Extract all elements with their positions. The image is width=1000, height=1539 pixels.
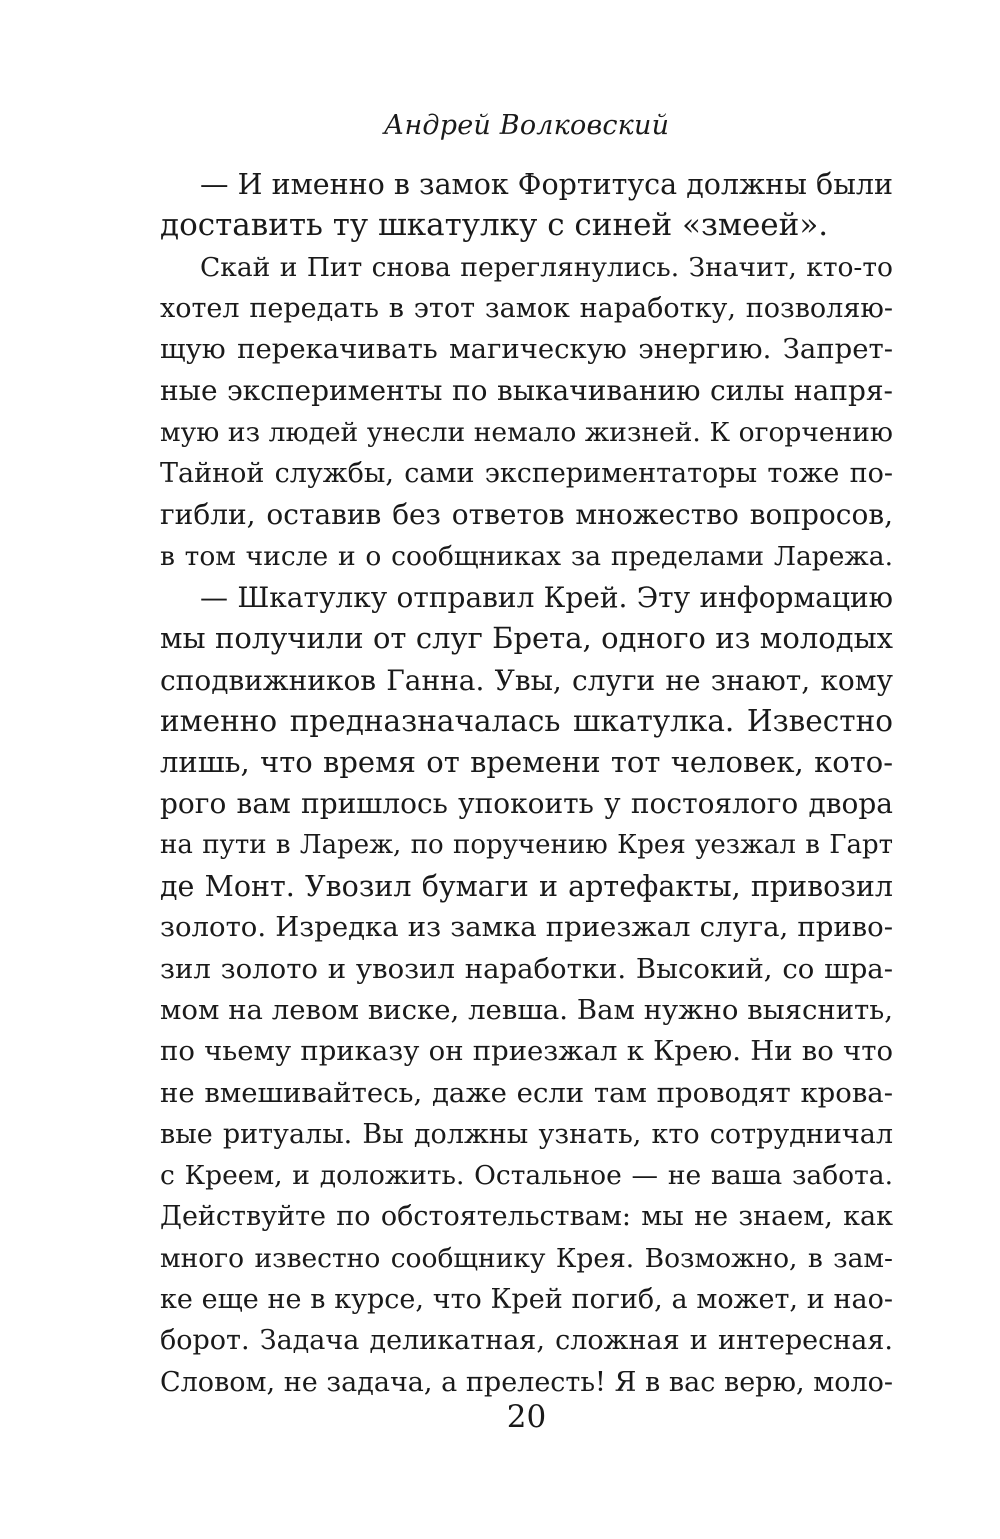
text-line: хотел передать в этот замок наработку, позволяю- xyxy=(160,292,893,324)
text-line: много известно сообщнику Крея. Возможно, в зам- xyxy=(160,1242,893,1274)
text-line: лишь, что время от времени тот человек, кото- xyxy=(160,745,893,780)
text-line: — Шкатулку отправил Крей. Эту информацию xyxy=(200,580,893,614)
text-line: по чьему приказу он приезжал к Крею. Ни во что xyxy=(160,1035,893,1068)
text-line: мы получили от слуг Брета, одного из молодых xyxy=(160,621,893,656)
text-line: борот. Задача деликатная, сложная и интересная. xyxy=(160,1325,893,1357)
text-line: щую перекачивать магическую энергию. Запрет- xyxy=(160,333,893,366)
text-line: зил золото и увозил наработки. Высокий, со шра- xyxy=(160,952,893,985)
text-line: Словом, не задача, а прелесть! Я в вас верю, моло- xyxy=(160,1366,893,1398)
text-line: Скай и Пит снова переглянулись. Значит, кто-то xyxy=(200,251,893,283)
page-number: 20 xyxy=(506,1399,547,1435)
text-line: не вмешивайтесь, даже если там проводят крова- xyxy=(160,1076,893,1109)
text-line: сподвижников Ганна. Увы, слуги не знают, кому xyxy=(160,663,893,697)
text-line: — И именно в замок Фортитуса должны были xyxy=(200,168,893,201)
text-line: на пути в Лареж, по поручению Крея уезжал в Гарт xyxy=(160,829,893,860)
text-line: Тайной службы, сами экспериментаторы тоже по- xyxy=(160,458,893,490)
text-line: де Монт. Увозил бумаги и артефакты, привозил xyxy=(160,870,893,904)
text-line: рого вам пришлось упокоить у постоялого двора xyxy=(160,787,893,821)
text-line: ные эксперименты по выкачиванию силы напря- xyxy=(160,374,893,408)
text-line: мом на левом виске, левша. Вам нужно выяснить, xyxy=(160,993,893,1026)
text-line: вые ритуалы. Вы должны узнать, кто сотрудничал xyxy=(160,1118,893,1150)
text-line: мую из людей унесли немало жизней. К огорчению xyxy=(160,416,893,448)
text-line: доставить ту шкатулку с синей «змеей». xyxy=(160,207,829,244)
body-text xyxy=(160,164,893,1403)
text-line: Действуйте по обстоятельствам: мы не знаем, как xyxy=(160,1201,893,1233)
text-line: с Креем, и доложить. Остальное — не ваша забота. xyxy=(160,1160,893,1192)
text-line: золото. Изредка из замка приезжал слуга, приво- xyxy=(160,911,893,944)
running-header-author: Андрей Волковский xyxy=(383,110,670,141)
text-line: именно предназначалась шкатулка. Известно xyxy=(160,703,893,738)
text-line: гибли, оставив без ответов множество вопросов, xyxy=(160,498,893,532)
text-line: в том числе и о сообщниках за пределами Ларежа. xyxy=(160,540,893,572)
text-line: ке еще не в курсе, что Крей погиб, а может, и нао- xyxy=(160,1284,893,1316)
